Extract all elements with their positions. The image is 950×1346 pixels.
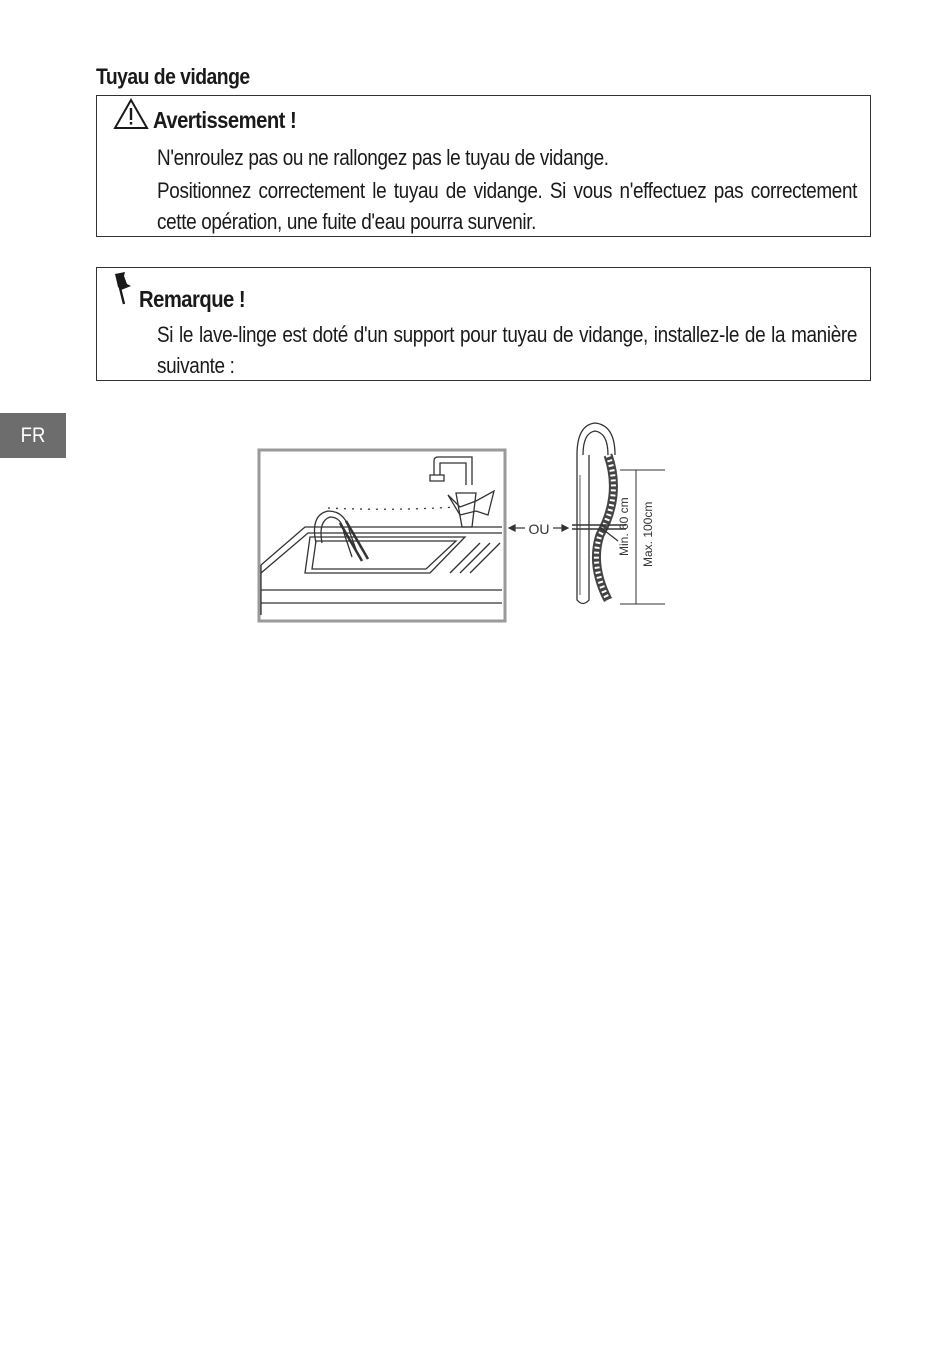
- note-text: Si le lave-linge est doté d'un support pour tuyau de vidange, installez-le de la manière suivante :: [157, 322, 858, 378]
- warning-triangle-icon: [113, 98, 149, 130]
- max-height-label: Max. 100cm: [641, 501, 655, 567]
- section-title: Tuyau de vidange: [96, 64, 250, 89]
- language-tab: FR: [0, 413, 66, 458]
- pushpin-icon: [109, 270, 137, 306]
- warning-line-2: Positionnez correctement le tuyau de vidange. Si vous n'effectuez pas correctement cette opération, une fuite d'eau pourra survenir.: [157, 178, 858, 234]
- note-title: Remarque !: [139, 286, 246, 312]
- warning-title: Avertissement !: [153, 107, 297, 133]
- warning-line-1: N'enroulez pas ou ne rallongez pas le tuyau de vidange.: [157, 145, 609, 170]
- or-label: OU: [528, 521, 550, 537]
- note-box: [96, 267, 871, 381]
- min-height-label: Min. 60 cm: [617, 497, 631, 556]
- warning-box: [96, 95, 871, 237]
- drain-hose-illustration: [250, 415, 680, 630]
